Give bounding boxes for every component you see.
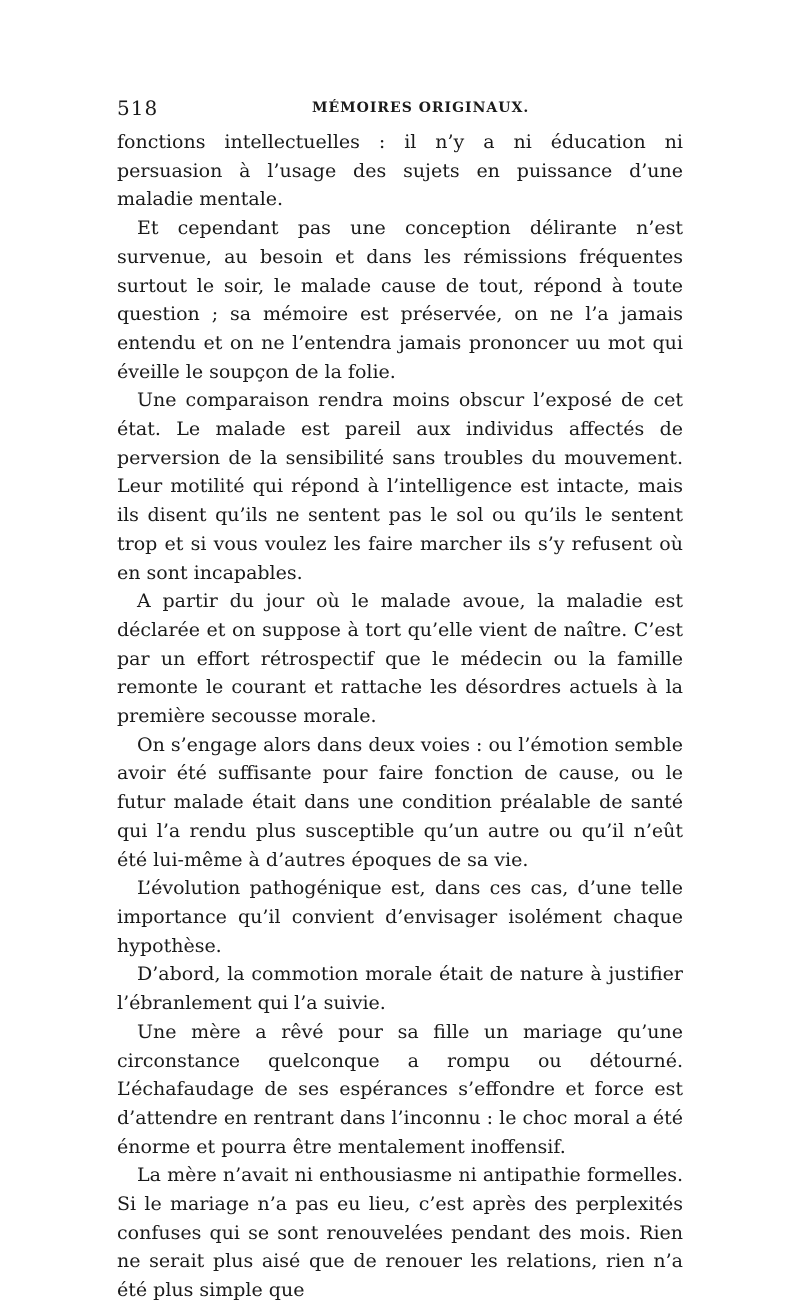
paragraph: D’abord, la commotion morale était de nature à justifier l’ébranlement qui l’a suivie. (117, 963, 683, 1015)
body-text (117, 128, 683, 1305)
paragraph: Une comparaison rendra moins obscur l’exposé de cet état. Le malade est pareil aux individus affectés de perversion de la sensibilité sans troubles du mouvement. Leur motilité qui répond à l’intelligence est intacte, mais ils disent qu’ils ne sentent pas le sol ou qu’ils le sentent trop et si vous voulez les faire marcher ils s’y refusent où en sont incapables. (117, 389, 683, 584)
paragraph: On s’engage alors dans deux voies : ou l’émotion semble avoir été suffisante pour faire fonction de cause, ou le futur malade était dans une condition préalable de santé qui l’a rendu plus susceptible qu’un autre ou qu’il n’eût été lui-même à d’autres époques de sa vie. (117, 733, 683, 871)
paragraph: La mère n’avait ni enthousiasme ni antipathie formelles. Si le mariage n’a pas eu lieu, c’est après des perplexités confuses qui se sont renouvelées pendant des mois. Rien ne serait plus aisé que de renouer les relations, rien n’a été plus simple que (117, 1164, 683, 1302)
paragraph: A partir du jour où le malade avoue, la maladie est déclarée et on suppose à tort qu’elle vient de naître. C’est par un effort rétrospectif que le médecin ou la famille remonte le courant et rattache les désordres actuels à la première secousse morale. (117, 590, 683, 728)
page-header (117, 96, 697, 126)
paragraph: fonctions intellectuelles : il n’y a ni éducation ni persuasion à l’usage des sujets en puissance d’une maladie mentale. (117, 131, 683, 211)
page-number: 518 (117, 96, 159, 120)
paragraph: Et cependant pas une conception délirante n’est survenue, au besoin et dans les rémissions fréquentes surtout le soir, le malade cause de tout, répond à toute question ; sa mémoire est préservée, on ne l’a jamais entendu et on ne l’entendra jamais prononcer uu mot qui éveille le soupçon de la folie. (117, 217, 683, 383)
paragraph: L’évolution pathogénique est, dans ces cas, d’une telle importance qu’il convient d’envisager isolément chaque hypothèse. (117, 877, 683, 957)
running-head: MÉMOIRES ORIGINAUX. (312, 100, 530, 116)
paragraph: Une mère a rêvé pour sa fille un mariage qu’une circonstance quelconque a rompu ou détourné. L’échafaudage de ses espérances s’effondre et force est d’attendre en rentrant dans l’inconnu : le choc moral a été énorme et pourra être mentalement inoffensif. (117, 1020, 683, 1158)
